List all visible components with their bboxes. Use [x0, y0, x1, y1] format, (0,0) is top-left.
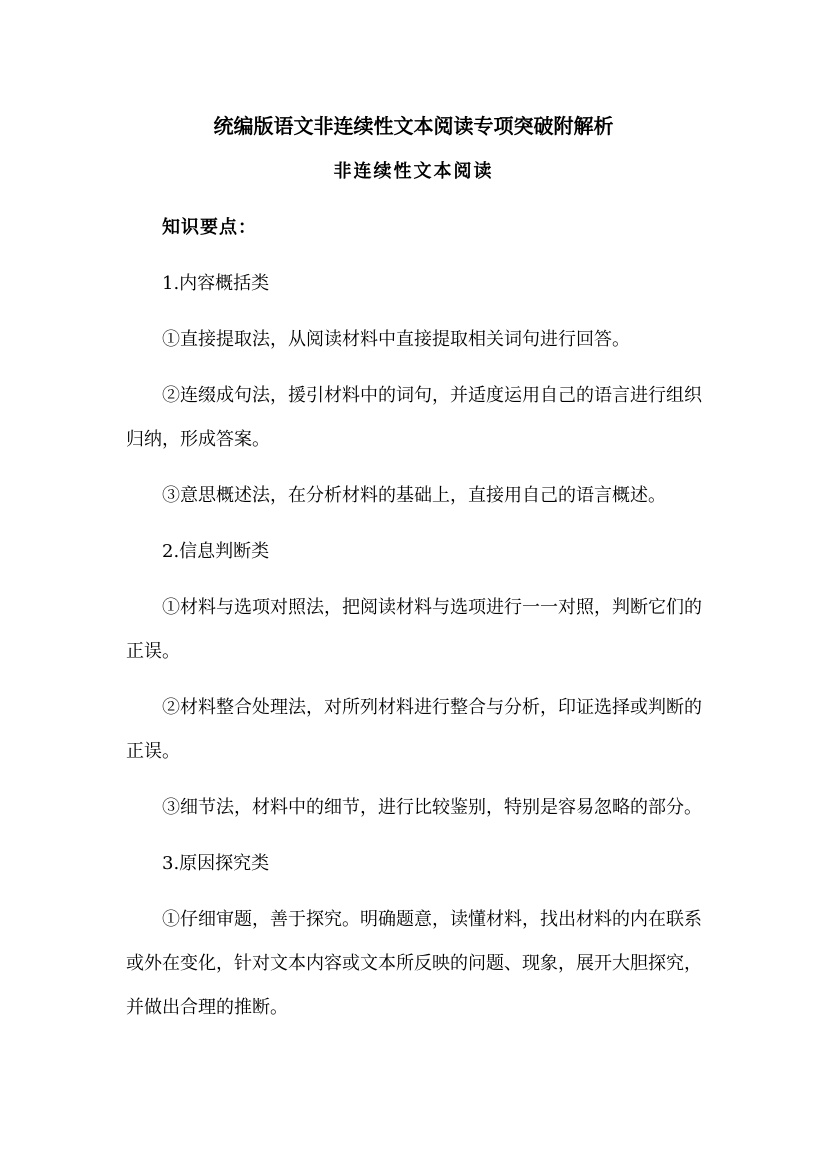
- paragraph: ③意思概述法，在分析材料的基础上，直接用自己的语言概述。: [162, 485, 666, 506]
- paragraph: ②材料整合处理法，对所列材料进行整合与分析，印证选择或判断的正误。: [126, 697, 702, 762]
- paragraph: ②连缀成句法，援引材料中的词句，并适度运用自己的语言进行组织归纳，形成答案。: [126, 385, 702, 450]
- document-title: 统编版语文非连续性文本阅读专项突破附解析: [213, 114, 614, 138]
- section-heading-info-judgment: 2.信息判断类: [162, 541, 270, 562]
- section-heading-content-summary: 1.内容概括类: [162, 273, 270, 294]
- document-subtitle: 非连续性文本阅读: [333, 161, 494, 182]
- section-heading-key-points: 知识要点：: [162, 217, 257, 238]
- paragraph: ①直接提取法，从阅读材料中直接提取相关词句进行回答。: [162, 329, 630, 350]
- section-heading-cause-inquiry: 3.原因探究类: [162, 853, 270, 874]
- document-body: [126, 206, 702, 1042]
- paragraph: ①仔细审题，善于探究。明确题意，读懂材料，找出材料的内在联系或外在变化，针对文本内容或文本所反映的问题、现象，展开大胆探究，并做出合理的推断。: [126, 909, 702, 1018]
- paragraph: ③细节法，材料中的细节，进行比较鉴别，特别是容易忽略的部分。: [162, 797, 702, 818]
- paragraph: ①材料与选项对照法，把阅读材料与选项进行一一对照，判断它们的正误。: [126, 597, 702, 662]
